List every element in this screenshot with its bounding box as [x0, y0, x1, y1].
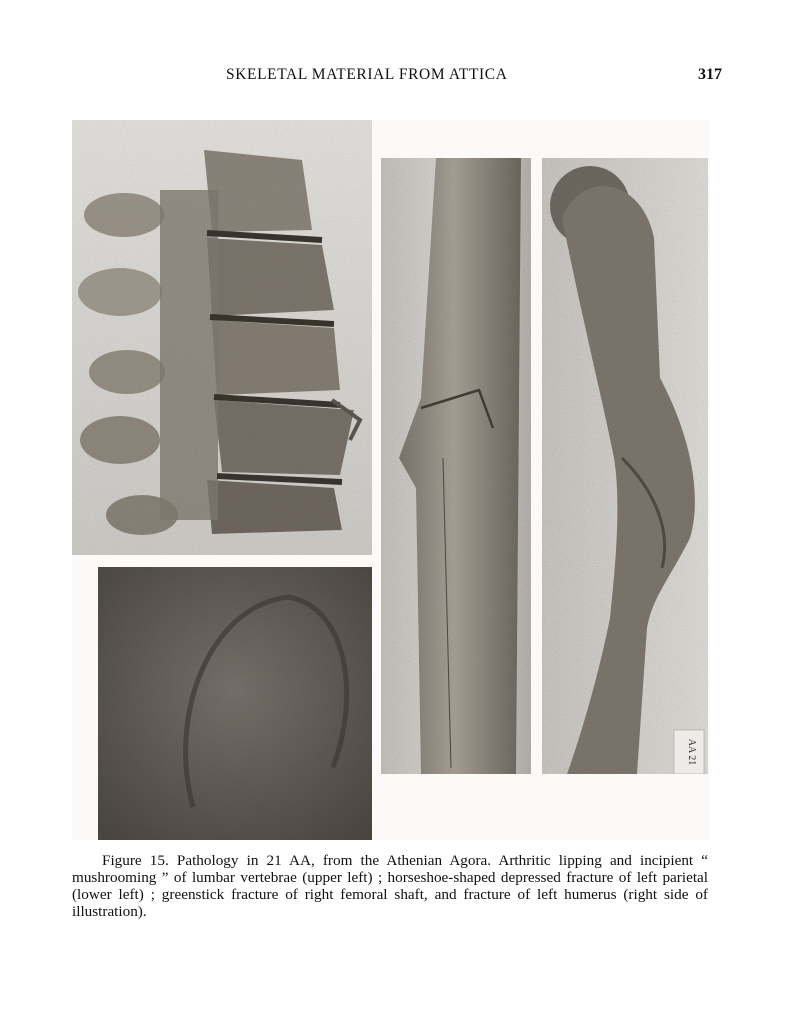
figure-plate — [72, 120, 710, 840]
page-number: 317 — [698, 66, 722, 83]
humerus-photo — [542, 158, 708, 774]
parietal-photo — [98, 567, 372, 840]
specimen-tag: AA 21 — [686, 738, 697, 766]
vertebrae-photo — [72, 120, 372, 555]
figure-caption — [72, 852, 708, 920]
caption-text: Figure 15. Pathology in 21 AA, from the Athenian Agora. Arthritic lipping and incipient “ mushrooming ” of lumbar vertebrae (upper left) ; horseshoe-shaped depressed fracture of left parietal (lower left) ; greenstick fracture of right femoral shaft, and fracture of left humerus (right side of illustration). — [72, 852, 708, 920]
femur-photo — [381, 158, 531, 774]
running-head — [0, 66, 792, 88]
running-title: SKELETAL MATERIAL FROM ATTICA — [226, 66, 508, 83]
